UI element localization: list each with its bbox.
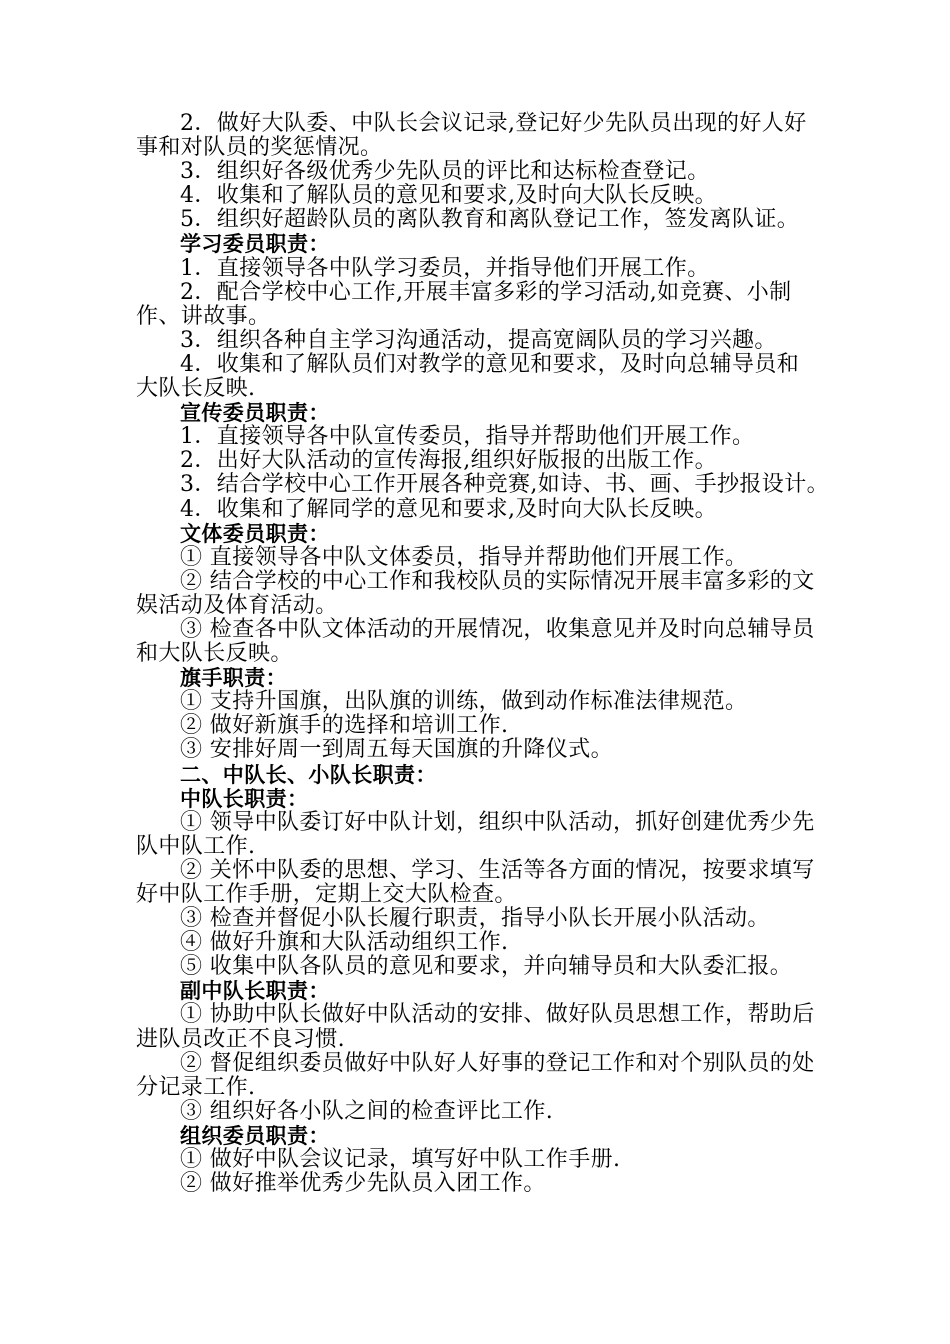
document-body xyxy=(136,111,829,1197)
text-line: ③ 检查各中队文体活动的开展情况，收集意见并及时向总辅导员 xyxy=(180,616,815,642)
section-heading: 旗手职责： xyxy=(180,666,287,691)
text-line: ② 督促组织委员做好中队好人好事的登记工作和对个别队员的处 xyxy=(180,1050,815,1076)
text-line: ② 关怀中队委的思想、学习、生活等各方面的情况，按要求填写 xyxy=(180,857,815,883)
text-line: ① 支持升国旗，出队旗的训练，做到动作标准法律规范。 xyxy=(180,689,748,715)
text-line: ① 协助中队长做好中队活动的安排、做好队员思想工作，帮助后 xyxy=(180,1002,815,1028)
text-line: ① 直接领导各中队文体委员，指导并帮助他们开展工作。 xyxy=(180,544,748,570)
text-line: 3．组织好各级优秀少先队员的评比和达标检查登记。 xyxy=(180,159,710,185)
text-line: ④ 做好升旗和大队活动组织工作. xyxy=(180,930,509,956)
text-line: 3．结合学校中心工作开展各种竞赛,如诗、书、画、手抄报设计。 xyxy=(180,472,829,498)
section-heading: 副中队长职责： xyxy=(180,979,330,1004)
text-line: ② 做好推举优秀少先队员入团工作。 xyxy=(180,1171,546,1197)
text-line: 2．配合学校中心工作,开展丰富多彩的学习活动,如竞赛、小制 xyxy=(180,279,792,305)
text-line: ③ 组织好各小队之间的检查评比工作. xyxy=(180,1098,554,1124)
section-heading: 学习委员职责： xyxy=(180,232,330,257)
section-heading: 组织委员职责： xyxy=(180,1123,330,1148)
text-line: 4．收集和了解同学的意见和要求,及时向大队长反映。 xyxy=(180,496,717,522)
text-line: 4．收集和了解队员们对教学的意见和要求，及时向总辅导员和 xyxy=(180,351,800,377)
text-line: ① 做好中队会议记录，填写好中队工作手册. xyxy=(180,1147,621,1173)
text-line: 4．收集和了解队员的意见和要求,及时向大队长反映。 xyxy=(180,183,717,209)
text-line: ② 做好新旗手的选择和培训工作. xyxy=(180,713,509,739)
text-line: ② 结合学校的中心工作和我校队员的实际情况开展丰富多彩的文 xyxy=(180,568,815,594)
text-line: 娱活动及体育活动。 xyxy=(136,592,338,618)
text-line: 2．做好大队委、中队长会议记录,登记好少先队员出现的好人好 xyxy=(180,111,807,136)
section-heading: 文体委员职责： xyxy=(180,521,330,546)
text-line: 进队员改正不良习惯. xyxy=(136,1026,345,1052)
text-line: 好中队工作手册，定期上交大队检查。 xyxy=(136,882,517,907)
text-line: ③ 检查并督促小队长履行职责，指导小队长开展小队活动。 xyxy=(180,906,770,932)
text-line: ③ 安排好周一到周五每天国旗的升降仪式。 xyxy=(180,737,613,763)
text-line: ⑤ 收集中队各队员的意见和要求，并向辅导员和大队委汇报。 xyxy=(180,954,793,980)
text-line: 2．出好大队活动的宣传海报,组织好版报的出版工作。 xyxy=(180,448,717,474)
text-line: 1．直接领导各中队宣传委员，指导并帮助他们开展工作。 xyxy=(180,424,755,450)
text-line: 事和对队员的奖惩情况。 xyxy=(136,135,383,161)
text-line: 大队长反映. xyxy=(136,376,256,402)
text-line: ① 领导中队委订好中队计划，组织中队活动，抓好创建优秀少先 xyxy=(180,809,815,835)
text-line: 作、讲故事。 xyxy=(136,303,271,329)
text-line: 5．组织好超龄队员的离队教育和离队登记工作，签发离队证。 xyxy=(180,207,800,233)
section-heading: 中队长职责： xyxy=(180,786,309,811)
section-heading: 宣传委员职责： xyxy=(180,401,330,426)
text-line: 队中队工作. xyxy=(136,833,256,859)
text-line: 3．组织各种自主学习沟通活动，提高宽阔队员的学习兴趣。 xyxy=(180,327,777,353)
section-heading: 二、中队长、小队长职责： xyxy=(180,762,437,787)
text-line: 分记录工作. xyxy=(136,1074,256,1100)
text-line: 1．直接领导各中队学习委员，并指导他们开展工作。 xyxy=(180,255,710,281)
text-line: 和大队长反映。 xyxy=(136,641,293,667)
